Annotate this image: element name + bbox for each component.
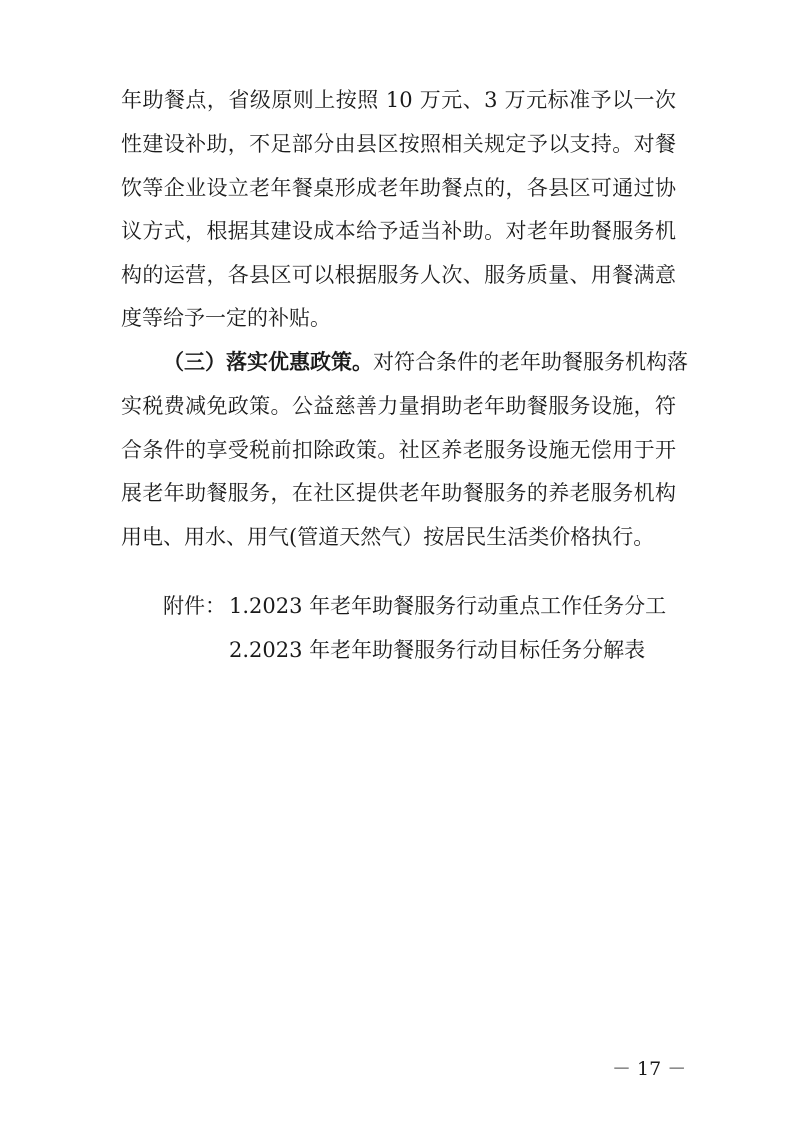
attachment-item: 2.2023 年老年助餐服务行动目标任务分解表 xyxy=(229,638,646,662)
text-line: 议方式，根据其建设成本给予适当补助。对老年助餐服务机 xyxy=(121,219,676,243)
page-number: － 17 － xyxy=(612,1058,687,1080)
text-line: 度等给予一定的补贴。 xyxy=(121,306,331,330)
text-line: 性建设补助，不足部分由县区按照相关规定予以支持。对餐 xyxy=(121,132,676,156)
attachment-item: 1.2023 年老年助餐服务行动重点工作任务分工 xyxy=(229,594,667,618)
attachments-label: 附件： xyxy=(163,594,226,618)
text-line: 实税费减免政策。公益慈善力量捐助老年助餐服务设施，符 xyxy=(121,394,676,418)
text-line: 构的运营，各县区可以根据服务人次、服务质量、用餐满意 xyxy=(121,263,676,287)
text-line: 用电、用水、用气(管道天然气）按居民生活类价格执行。 xyxy=(121,525,655,549)
section-heading: （三）落实优惠政策。 xyxy=(163,349,373,374)
text-line: 年助餐点，省级原则上按照 10 万元、3 万元标准予以一次 xyxy=(121,88,676,112)
text-line xyxy=(163,349,688,375)
text-line: 饮等企业设立老年餐桌形成老年助餐点的，各县区可通过协 xyxy=(121,176,676,200)
text-line: 展老年助餐服务，在社区提供老年助餐服务的养老服务机构 xyxy=(121,481,676,505)
text-line: 合条件的享受税前扣除政策。社区养老服务设施无偿用于开 xyxy=(121,438,676,462)
text-run: 对符合条件的老年助餐服务机构落 xyxy=(373,350,688,374)
